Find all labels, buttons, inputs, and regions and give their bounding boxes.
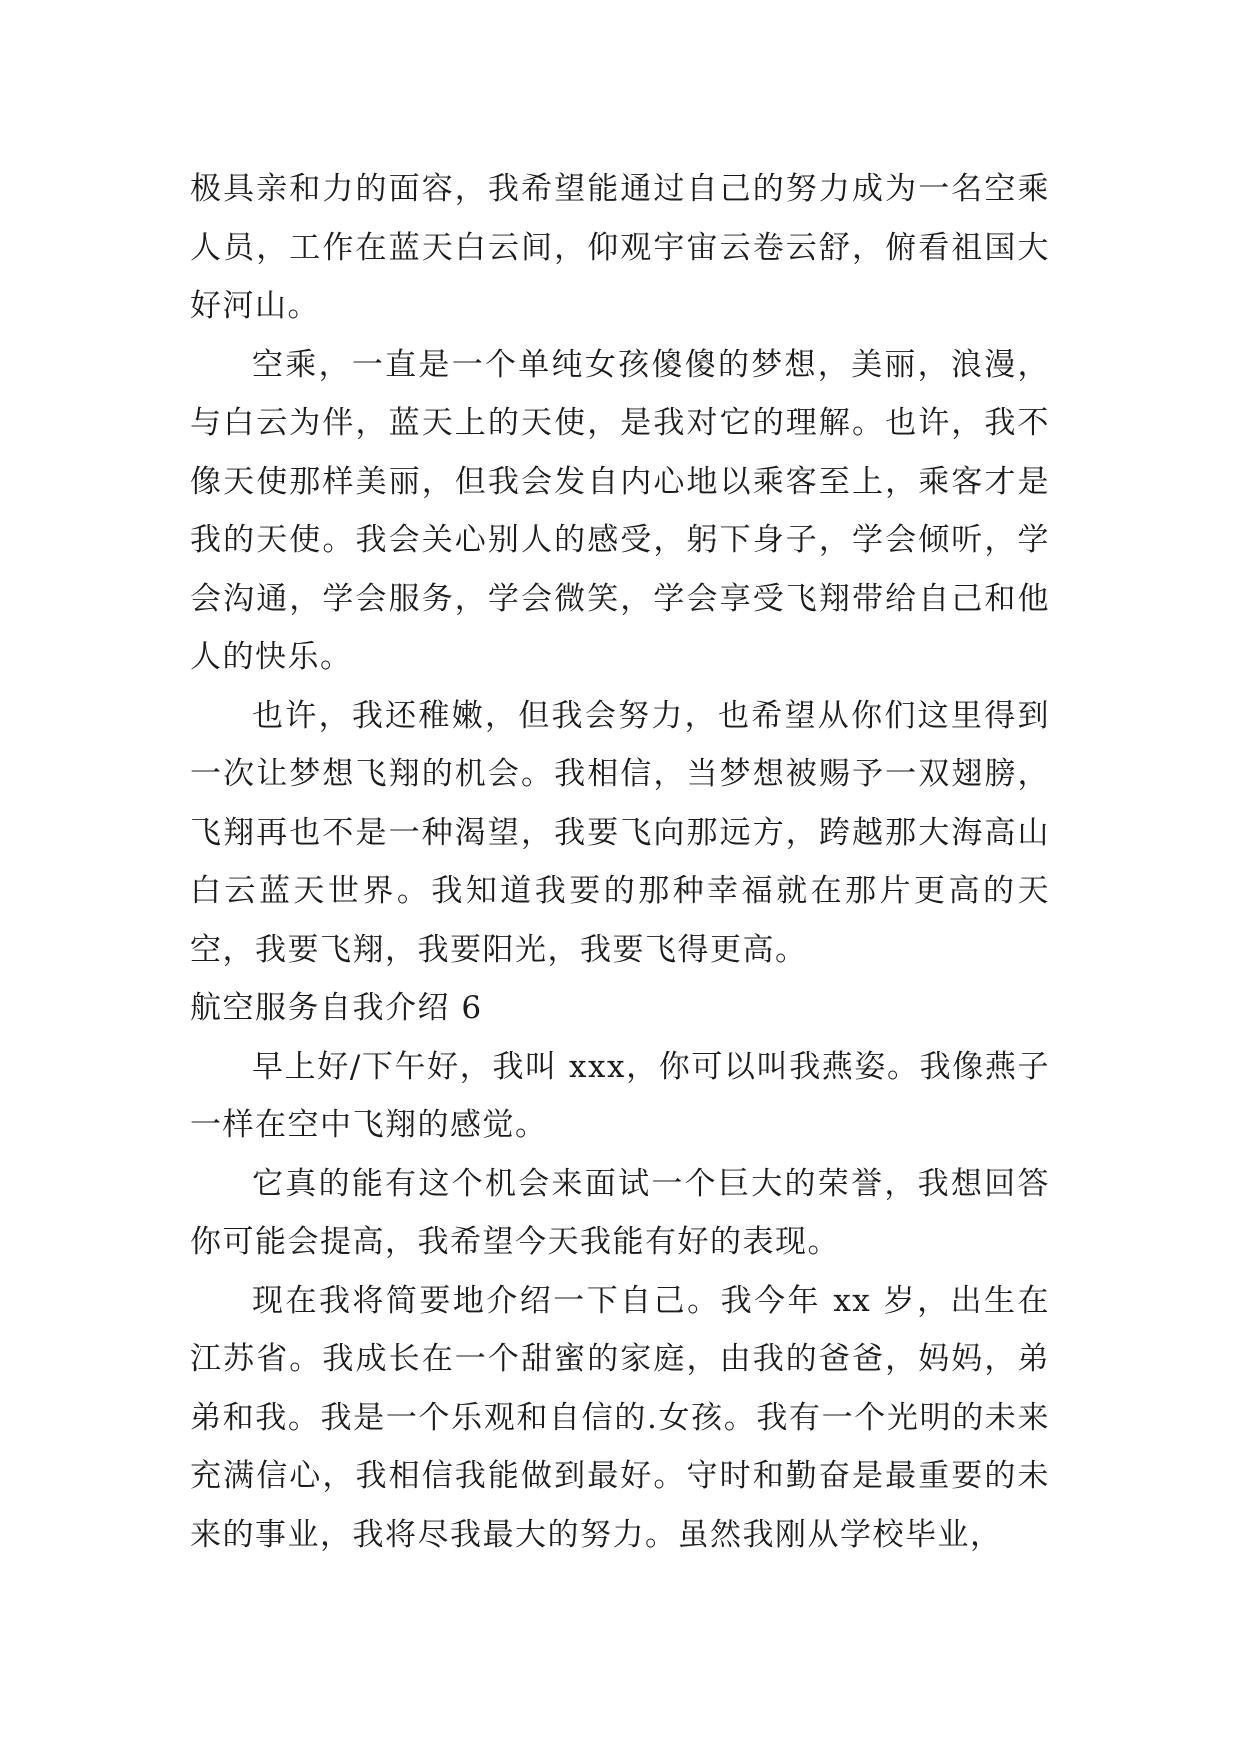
paragraph-1: 极具亲和力的面容，我希望能通过自己的努力成为一名空乘人员，工作在蓝天白云间，仰观宇宙云卷云舒，俯看祖国大好河山。 [190, 171, 1050, 324]
paragraph-4: 早上好/下午好，我叫 xxx，你可以叫我燕姿。我像燕子一样在空中飞翔的感觉。 [190, 1048, 1050, 1143]
section-heading: 航空服务自我介绍 6 [190, 990, 483, 1026]
paragraph-5: 它真的能有这个机会来面试一个巨大的荣誉，我想回答你可能会提高，我希望今天我能有好的表现。 [190, 1165, 1050, 1260]
paragraph-6: 现在我将简要地介绍一下自己。我今年 xx 岁，出生在江苏省。我成长在一个甜蜜的家庭，由我的爸爸，妈妈，弟弟和我。我是一个乐观和自信的.女孩。我有一个光明的未来充满信心，我相信我能做到最好。守时和勤奋是最重要的未来的事业，我将尽我最大的努力。虽然我刚从学校毕业， [190, 1282, 1050, 1553]
document-body [190, 160, 1050, 1564]
paragraph-2: 空乘，一直是一个单纯女孩傻傻的梦想，美丽，浪漫，与白云为伴，蓝天上的天使，是我对它的理解。也许，我不像天使那样美丽，但我会发自内心地以乘客至上，乘客才是我的天使。我会关心别人的感受，躬下身子，学会倾听，学会沟通，学会服务，学会微笑，学会享受飞翔带给自己和他人的快乐。 [190, 346, 1050, 675]
paragraph-3: 也许，我还稚嫩，但我会努力，也希望从你们这里得到一次让梦想飞翔的机会。我相信，当梦想被赐予一双翅膀，飞翔再也不是一种渴望，我要飞向那远方，跨越那大海高山白云蓝天世界。我知道我要的那种幸福就在那片更高的天空，我要飞翔，我要阳光，我要飞得更高。 [190, 697, 1050, 968]
